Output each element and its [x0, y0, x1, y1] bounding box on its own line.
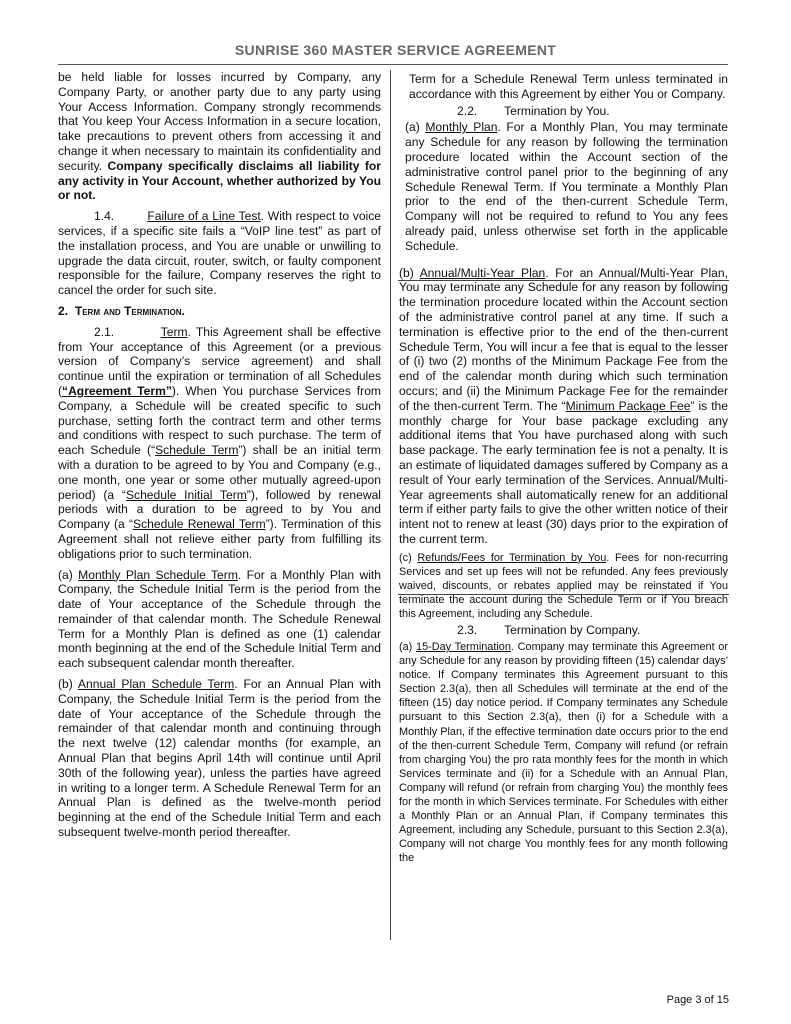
liability-disclaimer: Company specifically disclaims all liability for any activity in Your Account, whether authorized by You or not. [58, 158, 381, 203]
section-2-heading: 2. Term and Termination. [58, 303, 185, 318]
section-2-3-heading: 2.3. Termination by Company. [457, 623, 641, 638]
document-header: SUNRISE 360 MASTER SERVICE AGREEMENT [234, 42, 557, 58]
access-info-paragraph: be held liable for losses incurred by Company, any Company Party, or another party due to any party using Your Access Information. Company strongly recommends that You keep Your Access Information in a secure location, take precautions to prevent others from accessing it and change it when necessary to maintain its confidentiality and security. Company specifically disclaims all liability for any activity in Your Account, whether authorized by You or not. [58, 70, 381, 203]
fifteen-day-termination: (a) 15-Day Termination. Company may terminate this Agreement or any Schedule for any reason by providing fifteen (15) calendar days’ notice. If Company terminates this Agreement pursuant to this Section 2.3(a), then all Schedules will terminate at the end of the fifteen (15) day notice period. If Company terminates any Schedule pursuant to this Section 2.3(a), then (i) for a Schedule with a Monthly Plan, if the effective termination date occurs prior to the end of the then-current Schedule Term, Company will refund (or refrain from charging You) the pro rata monthly fees for the month in which Services terminate and (ii) for a Schedule with an Annual Plan, Company will refund (or refrain from charging You) the monthly fees for the month in which Services terminate. For Schedules with either a Monthly Plan or an Annual Plan, if Company terminates this Agreement, including any Schedule, pursuant to this Section 2.3(a), Company will not charge You monthly fees for any month following the [399, 640, 728, 865]
section-2-1-title: Term [160, 324, 188, 339]
annual-plan-termination: (b) Annual/Multi-Year Plan. For an Annual/Multi-Year Plan, You may terminate any Schedule for any reason by following the termination procedure located within the Account section of the administrative control panel at any time. If such a termination is effective prior to the end of the then-current Schedule Term, You will incur a fee that is equal to the lesser of (i) two (2) months of the Minimum Package Fee from the end of the calendar month during which such termination occurs; and (ii) the Minimum Package Fee for the remainder of the then-current Term. The “Minimum Package Fee” is the monthly charge for Your base package excluding any additional items that You have purchased along with such base package. The early termination fee is not a penalty. It is an estimate of liquidated damages suffered by Company as a result of Your early termination of the Services. Annual/Multi-Year agreements shall automatically renew for an additional term if either party fails to give the other written notice of their intent not to renew at least (30) days prior to the expiration of the current term. [399, 265, 729, 546]
monthly-plan-termination: (a) Monthly Plan. For a Monthly Plan, You may terminate any Schedule for any reason by following the termination procedure located within the Account section of the administrative control panel prior to the beginning of any Schedule Renewal Term. If You terminate a Monthly Plan prior to the end of the then-current Schedule Term, Company will not be required to refund to You any fees already paid, unless otherwise set forth in the applicable Schedule. [405, 120, 728, 253]
section-1-4: 1.4. Failure of a Line Test. With respect to voice services, if a specific site fails a “VoIP line test” as part of the installation process, and You are unable or unwilling to upgrade the data circuit, router, switch, or faulty component responsible for the failure, Company reserves the right to cancel the order for such site. [58, 209, 382, 298]
section-2-2-heading: 2.2. Termination by You. [457, 103, 610, 118]
def-schedule-renewal-term: Schedule Renewal Term [133, 517, 266, 532]
section-2-1: 2.1. Term. This Agreement shall be effective from Your acceptance of this Agreement (or a previous version of Company’s service agreement) and shall continue until the expiration or termination of all Schedules (“Agreement Term”). When You purchase Services from Company, a Schedule will be created specific to such purchase, setting forth the contract term and other terms and conditions with respect to such purchase. The term of each Schedule (“Schedule Term”) shall be an initial term with a duration to be agreed to by You and Company (e.g., one month, one year or some other mutually agreed-upon period) (a “Schedule Initial Term”), followed by renewal periods with a duration to be agreed to by You and Company (a “Schedule Renewal Term”). Termination of this Agreement shall not relieve either party from fulfilling its obligations prior to such termination. [58, 324, 381, 561]
header-rule [58, 64, 728, 65]
section-1-4-title: Failure of a Line Test [147, 209, 261, 224]
def-schedule-term: Schedule Term [155, 443, 239, 458]
column-divider [390, 70, 391, 940]
left-column [58, 70, 381, 846]
def-schedule-initial-term: Schedule Initial Term [125, 487, 247, 502]
def-minimum-package-fee: Minimum Package Fee [565, 398, 691, 413]
annual-plan-term: (b) Annual Plan Schedule Term. For an Annual Plan with Company, the Schedule Initial Term is the period from the date of Your acceptance of the Schedule through the remainder of that calendar month and continuing through the next twelve (12) calendar months (for example, an Annual Plan that begins April 14th will continue until April 30th of the following year), unless the parties have agreed in writing to a longer term. A Schedule Renewal Term for an Annual Plan is defined as the twelve-month period beginning at the end of the Schedule Initial Term and each subsequent twelve-month period thereafter. [58, 677, 381, 840]
refunds-fees: (c) Refunds/Fees for Termination by You. Fees for non-recurring Services and set up fees will not be refunded. Any fees previously waived, discounts, or rebates applied may be reinstated if You terminate the account during the Schedule Term or if You breach this Agreement, including any Schedule. [399, 551, 728, 621]
renewal-term-continuation: Term for a Schedule Renewal Term unless terminated in accordance with this Agreement by either You or Company. [409, 72, 728, 101]
monthly-plan-term: (a) Monthly Plan Schedule Term. For a Monthly Plan with Company, the Schedule Initial Term is the period from the date of Your acceptance of the Schedule through the remainder of that calendar month. The Schedule Renewal Term for a Monthly Plan is defined as one (1) calendar month beginning at the end of the Schedule Initial Term and each subsequent calendar month thereafter. [58, 567, 382, 671]
right-column [399, 72, 728, 871]
page-number: Page 3 of 15 [666, 994, 729, 1006]
def-agreement-term: “Agreement Term” [62, 383, 172, 398]
